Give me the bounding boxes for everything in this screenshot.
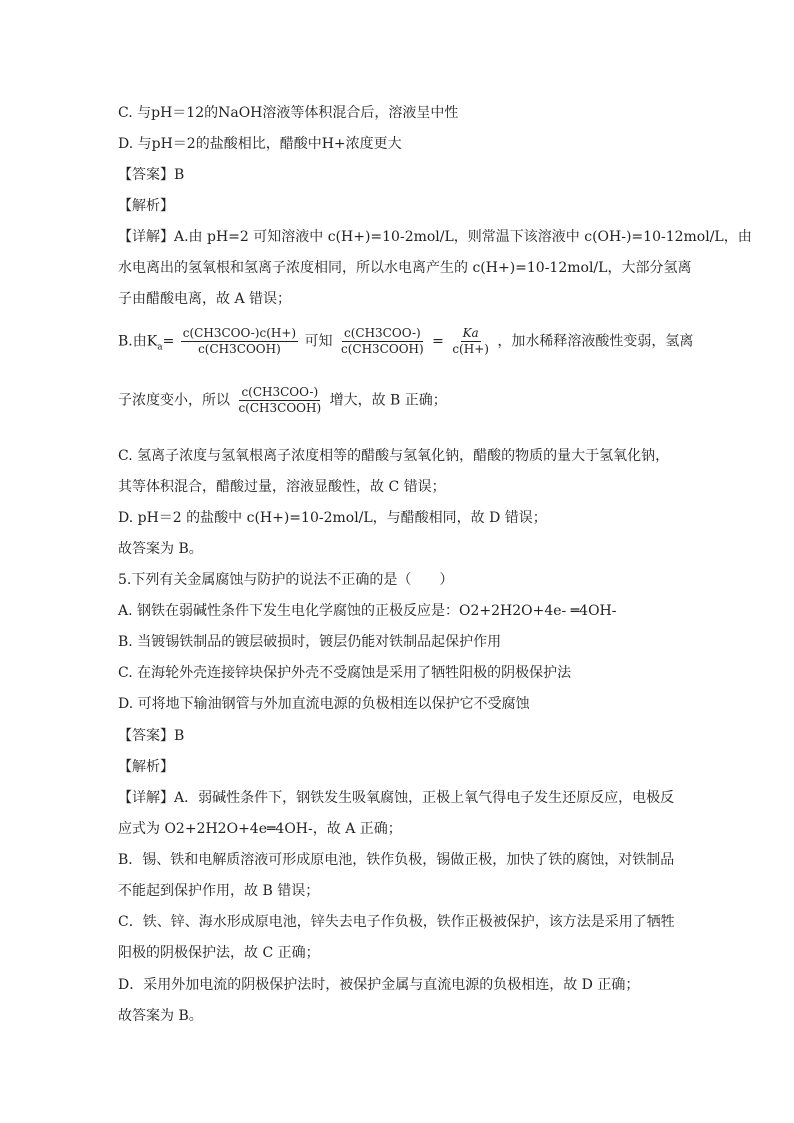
fraction-denominator: c(CH3COOH) (198, 342, 281, 356)
b-prefix: B.由K (118, 333, 158, 350)
q5-analysis-heading: 【解析】 (118, 759, 174, 775)
b-mid-text: 可知 (304, 333, 333, 350)
equals-sign: = (432, 333, 444, 350)
q5-detail-d: D．采用外加电流的阴极保护法时，被保护金属与直流电源的负极相连，故 D 正确； (118, 977, 640, 993)
q4-detail-line-2: 水电离出的氢氧根和氢离子浓度相同，所以水电离产生的 c(H+)=10-12mol/L，大部分氢离 (118, 260, 692, 276)
q5-detail-a-line-2: 应式为 O2+2H2O+4e═4OH-，故 A 正确； (118, 821, 402, 837)
q4-option-b-equation (118, 326, 698, 357)
q4-detail-line-3: 子由醋酸电离，故 A 错误； (118, 291, 292, 307)
b-suffix: ，加水稀释溶液酸性变弱，氢离 (497, 333, 694, 350)
q5-detail-a-line-1: 【详解】A．弱碱性条件下，钢铁发生吸氧腐蚀，正极上氧气得电子发生还原反应，电极反 (118, 790, 675, 806)
q5-detail-b-line-2: 不能起到保护作用，故 B 错误； (118, 883, 320, 899)
q5-stem: 5.下列有关金属腐蚀与防护的说法不正确的是（ ） (118, 572, 454, 588)
q4-option-b-line-2 (118, 385, 698, 416)
fraction-ratio (339, 326, 426, 357)
q5-detail-b-line-1: B．锡、铁和电解质溶液可形成原电池，铁作负极，锡做正极，加快了铁的腐蚀，对铁制品 (118, 852, 675, 868)
fraction-ratio-2 (236, 385, 323, 416)
q4-option-d: D. 与pH＝2的盐酸相比，醋酸中H+浓度更大 (118, 136, 402, 152)
q5-option-c: C. 在海轮外壳连接锌块保护外壳不受腐蚀是采用了牺牲阳极的阴极保护法 (118, 665, 572, 681)
q4-detail-line-1: 【详解】A.由 pH=2 可知溶液中 c(H+)=10-2mol/L，则常温下该溶液中 c(OH-)=10-12mol/L，由 (118, 229, 752, 245)
b2-suffix: 增大，故 B 正确； (329, 392, 447, 409)
equals-sign: = (162, 333, 175, 350)
fraction-denominator: c(H+) (452, 342, 489, 356)
q5-option-b: B. 当镀锡铁制品的镀层破损时，镀层仍能对铁制品起保护作用 (118, 634, 502, 650)
fraction-denominator: c(CH3COOH) (341, 342, 424, 356)
fraction-numerator: c(CH3COO-)c(H+) (182, 326, 297, 340)
fraction-ka-definition (181, 326, 298, 357)
q4-detail-c-line-1: C. 氢离子浓度与氢氧根离子浓度相等的醋酸与氢氧化钠，醋酸的物质的量大于氢氧化钠， (118, 448, 670, 464)
q5-detail-c-line-1: C．铁、锌、海水形成原电池，锌失去电子作负极，铁作正极被保护，该方法是采用了牺牲 (118, 914, 675, 930)
q4-detail-d: D. pH＝2 的盐酸中 c(H+)=10-2mol/L，与醋酸相同，故 D 错误； (118, 510, 547, 526)
q5-conclusion: 故答案为 B。 (118, 1008, 203, 1024)
fraction-numerator: c(CH3COO-) (343, 326, 421, 340)
fraction-denominator: c(CH3COOH) (238, 401, 322, 415)
ka-subscript: a (157, 342, 163, 353)
fraction-ka-over-h (450, 326, 491, 357)
fraction-numerator: Ka (462, 326, 479, 340)
q4-detail-c-line-2: 其等体积混合，醋酸过量，溶液显酸性，故 C 错误； (118, 479, 446, 495)
q5-detail-c-line-2: 阳极的阴极保护法，故 C 正确； (118, 945, 320, 961)
q4-conclusion: 故答案为 B。 (118, 541, 203, 557)
q5-option-a: A. 钢铁在弱碱性条件下发生电化学腐蚀的正极反应是：O2+2H2O+4e- ═4OH- (118, 603, 617, 619)
q5-answer: 【答案】B (118, 728, 185, 744)
q5-option-d: D. 可将地下输油钢管与外加直流电源的负极相连以保护它不受腐蚀 (118, 696, 530, 712)
q4-option-c: C. 与pH＝12的NaOH溶液等体积混合后，溶液呈中性 (118, 105, 459, 121)
q4-analysis-heading: 【解析】 (118, 198, 174, 214)
q4-answer: 【答案】B (118, 167, 185, 183)
fraction-numerator: c(CH3COO-) (241, 385, 319, 399)
b2-prefix: 子浓度变小，所以 (118, 392, 230, 409)
